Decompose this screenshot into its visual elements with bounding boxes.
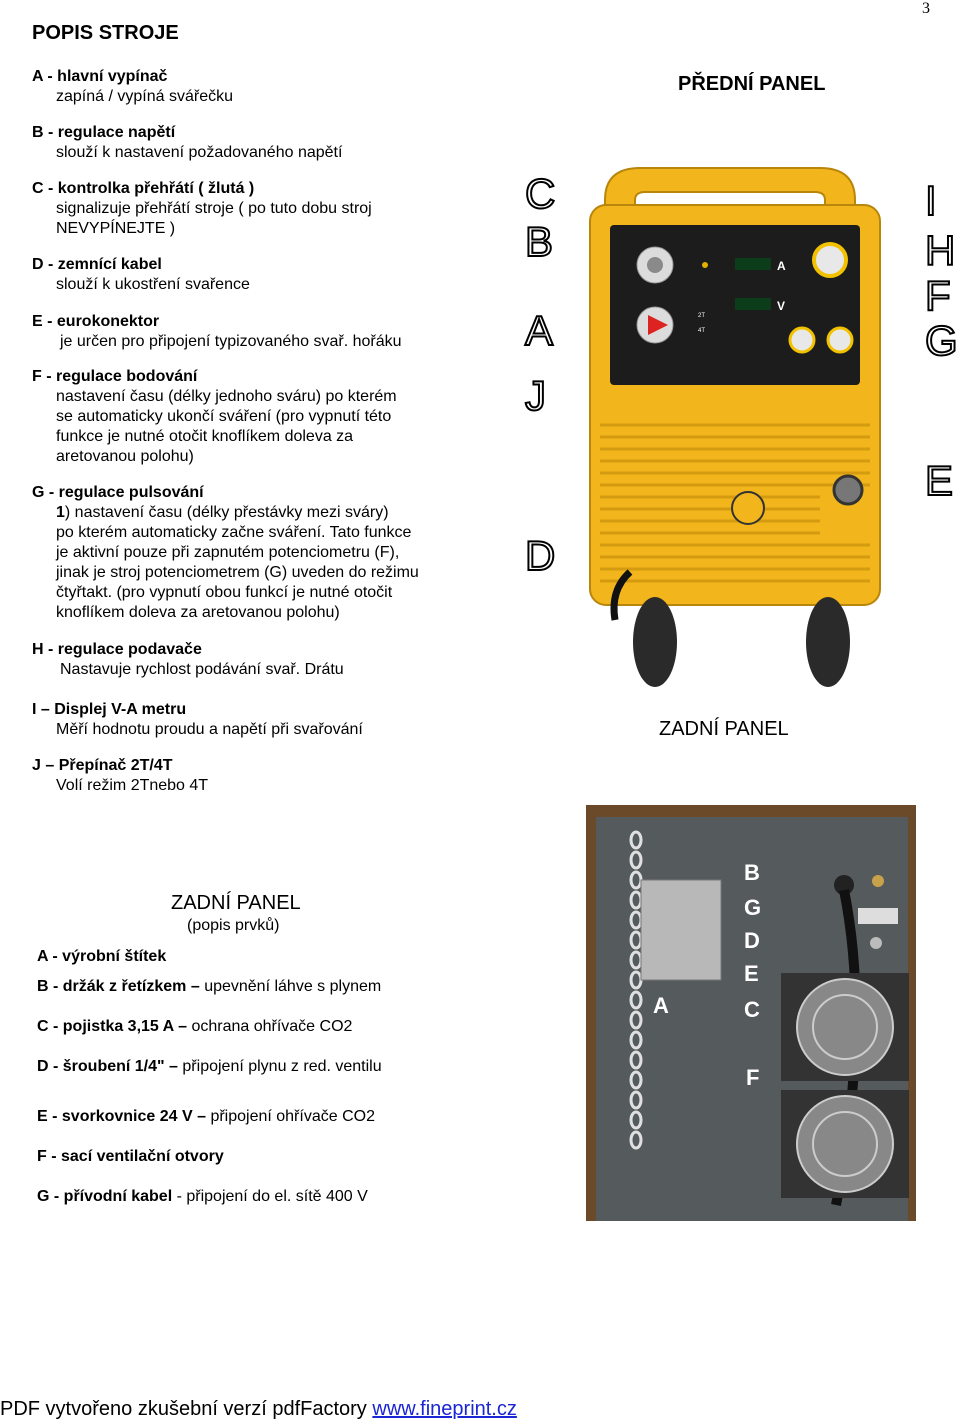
item-g-desc-5: čtyřtakt. (pro vypnutí obou funkcí je nutné otočit xyxy=(56,584,393,601)
rear-item-d-dash: – xyxy=(164,1058,183,1075)
item-g-desc-3: je aktivní pouze při zapnutém potenciometru (F), xyxy=(56,544,400,561)
item-d-desc: slouží k ukostření svařence xyxy=(56,276,250,293)
fan-top-grill xyxy=(797,979,893,1075)
rear-item-b-rest: upevnění láhve s plynem xyxy=(204,978,382,995)
item-c xyxy=(32,179,372,239)
rear-item-a-bold: A - výrobní štítek xyxy=(37,948,167,965)
item-g xyxy=(32,483,419,623)
item-e xyxy=(32,312,402,352)
overheat-lamp xyxy=(702,262,708,268)
page-number: 3 xyxy=(922,0,930,17)
item-f xyxy=(32,367,397,467)
item-g-desc-bold: 1 xyxy=(56,504,65,521)
item-e-desc: je určen pro připojení typizovaného svař. hořáku xyxy=(60,333,402,350)
rear-item-e-dash: – xyxy=(192,1108,211,1125)
label-f: F xyxy=(925,272,951,319)
item-b-desc: slouží k nastavení požadovaného napětí xyxy=(56,144,343,161)
switch-label-4t: 4T xyxy=(698,328,706,334)
rear-section-title: ZADNÍ PANEL xyxy=(171,892,301,914)
rear-label-c: C xyxy=(744,997,760,1022)
rear-item-a xyxy=(37,948,166,966)
label-h: H xyxy=(925,227,956,274)
gas-fitting xyxy=(872,875,884,887)
item-g-desc-2: po kterém automaticky začne sváření. Tato funkce xyxy=(56,524,412,541)
rear-label-a: A xyxy=(653,993,669,1018)
item-f-desc-1: nastavení času (délky jednoho sváru) po kterém xyxy=(56,388,397,405)
label-j: J xyxy=(525,372,546,419)
rear-item-g-dash: - xyxy=(172,1188,187,1205)
item-g-desc-6: knoflíkem doleva za aretovanou polohu) xyxy=(56,604,340,621)
rear-item-e-rest: připojení ohřívače CO2 xyxy=(210,1108,375,1125)
item-d-head: D - zemnící kabel xyxy=(32,256,162,273)
item-f-desc-4: aretovanou polohu) xyxy=(56,448,194,465)
item-f-desc-3: funkce je nutné otočit knoflíkem doleva za xyxy=(56,428,354,445)
item-f-desc-2: se automaticky ukončí sváření (pro vypnutí této xyxy=(56,408,392,425)
rear-label-g: G xyxy=(744,895,762,920)
item-e-head: E - eurokonektor xyxy=(32,313,160,330)
rating-plate xyxy=(641,880,721,980)
label-g: G xyxy=(925,317,958,364)
rear-item-g-rest: připojení do el. sítě 400 V xyxy=(186,1188,368,1205)
terminal-block xyxy=(858,908,898,924)
rear-item-b-dash: – xyxy=(186,978,205,995)
rear-item-f-bold: F - sací ventilační otvory xyxy=(37,1148,224,1165)
rear-label-e: E xyxy=(744,961,759,986)
rear-item-d-rest: připojení plynu z red. ventilu xyxy=(182,1058,382,1075)
rear-item-e xyxy=(37,1108,375,1126)
rear-item-e-bold: E - svorkovnice 24 V xyxy=(37,1108,193,1125)
rear-label-d: D xyxy=(744,928,760,953)
rear-item-d xyxy=(37,1058,382,1076)
fan-bottom-grill xyxy=(797,1096,893,1192)
item-f-head: F - regulace bodování xyxy=(32,368,198,385)
voltage-knob-center xyxy=(647,257,663,273)
euroconnector xyxy=(834,476,862,504)
item-j xyxy=(32,756,208,796)
item-g-desc-4: jinak je stroj potenciometrem (G) uveden do režimu xyxy=(56,564,419,581)
pulse-knob xyxy=(828,328,852,352)
item-i-head: I – Displej V-A metru xyxy=(32,701,187,718)
item-i xyxy=(32,700,363,740)
item-h-desc: Nastavuje rychlost podávání svař. Drátu xyxy=(60,661,344,678)
rear-item-g-bold: G - přívodní kabel xyxy=(37,1188,173,1205)
label-b: B xyxy=(525,218,554,265)
item-b-head: B - regulace napětí xyxy=(32,124,176,141)
label-c: C xyxy=(525,170,556,217)
switch-label-2t: 2T xyxy=(698,313,706,319)
wheel-left xyxy=(633,597,677,687)
rear-item-f xyxy=(37,1148,224,1166)
voltmeter-unit: V xyxy=(777,299,786,313)
rear-item-b-bold: B - držák z řetízkem xyxy=(37,978,187,995)
front-panel-heading: PŘEDNÍ PANEL xyxy=(678,73,826,95)
rear-item-g xyxy=(37,1188,368,1206)
item-d xyxy=(32,255,250,295)
label-a: A xyxy=(525,307,554,354)
footer xyxy=(0,1398,517,1421)
item-c-desc-1: signalizuje přehřátí stroje ( po tuto dobu stroj xyxy=(56,200,372,217)
logo-emblem xyxy=(732,492,764,524)
ammeter-display xyxy=(735,258,771,270)
page-title: POPIS STROJE xyxy=(32,22,179,44)
footer-link[interactable]: www.fineprint.cz xyxy=(372,1398,517,1420)
item-h xyxy=(32,640,344,680)
rear-section-subtitle: (popis prvků) xyxy=(187,917,280,934)
rear-item-c-rest: ochrana ohřívače CO2 xyxy=(191,1018,353,1035)
item-j-desc: Volí režim 2Tnebo 4T xyxy=(56,777,209,794)
rear-item-c-bold: C - pojistka 3,15 A xyxy=(37,1018,174,1035)
footer-text: PDF vytvořeno zkušební verzí pdfFactory xyxy=(0,1398,373,1420)
wire-feed-knob xyxy=(814,244,846,276)
ammeter-unit: A xyxy=(777,259,786,273)
item-a xyxy=(32,67,233,107)
item-c-desc-2: NEVYPÍNEJTE ) xyxy=(56,220,176,237)
wheel-right xyxy=(806,597,850,687)
rear-label-f: F xyxy=(746,1065,760,1090)
voltmeter-display xyxy=(735,298,771,310)
label-i: I xyxy=(925,177,937,224)
rear-item-c xyxy=(37,1018,352,1036)
item-a-desc: zapíná / vypíná svářečku xyxy=(56,88,233,105)
item-j-head: J – Přepínač 2T/4T xyxy=(32,757,173,774)
label-e: E xyxy=(925,457,954,504)
item-c-head: C - kontrolka přehřátí ( žlutá ) xyxy=(32,180,255,197)
rear-panel-heading: ZADNÍ PANEL xyxy=(659,718,789,740)
rear-panel-photo xyxy=(586,805,916,1225)
item-i-desc: Měří hodnotu proudu a napětí při svařování xyxy=(56,721,363,738)
item-g-head: G - regulace pulsování xyxy=(32,484,204,501)
label-d: D xyxy=(525,532,556,579)
rear-item-c-dash: – xyxy=(173,1018,192,1035)
item-b xyxy=(32,123,342,163)
rear-label-b: B xyxy=(744,860,760,885)
front-panel-photo xyxy=(520,160,960,700)
item-g-desc-1 xyxy=(56,503,419,523)
rear-item-b xyxy=(37,978,381,996)
fuse-holder xyxy=(870,937,882,949)
item-h-head: H - regulace podavače xyxy=(32,641,202,658)
item-a-head: A - hlavní vypínač xyxy=(32,68,168,85)
rear-item-d-bold: D - šroubení 1/4" xyxy=(37,1058,165,1075)
spot-knob xyxy=(790,328,814,352)
item-g-desc-1-text: ) nastavení času (délky přestávky mezi sváry) xyxy=(64,504,389,521)
